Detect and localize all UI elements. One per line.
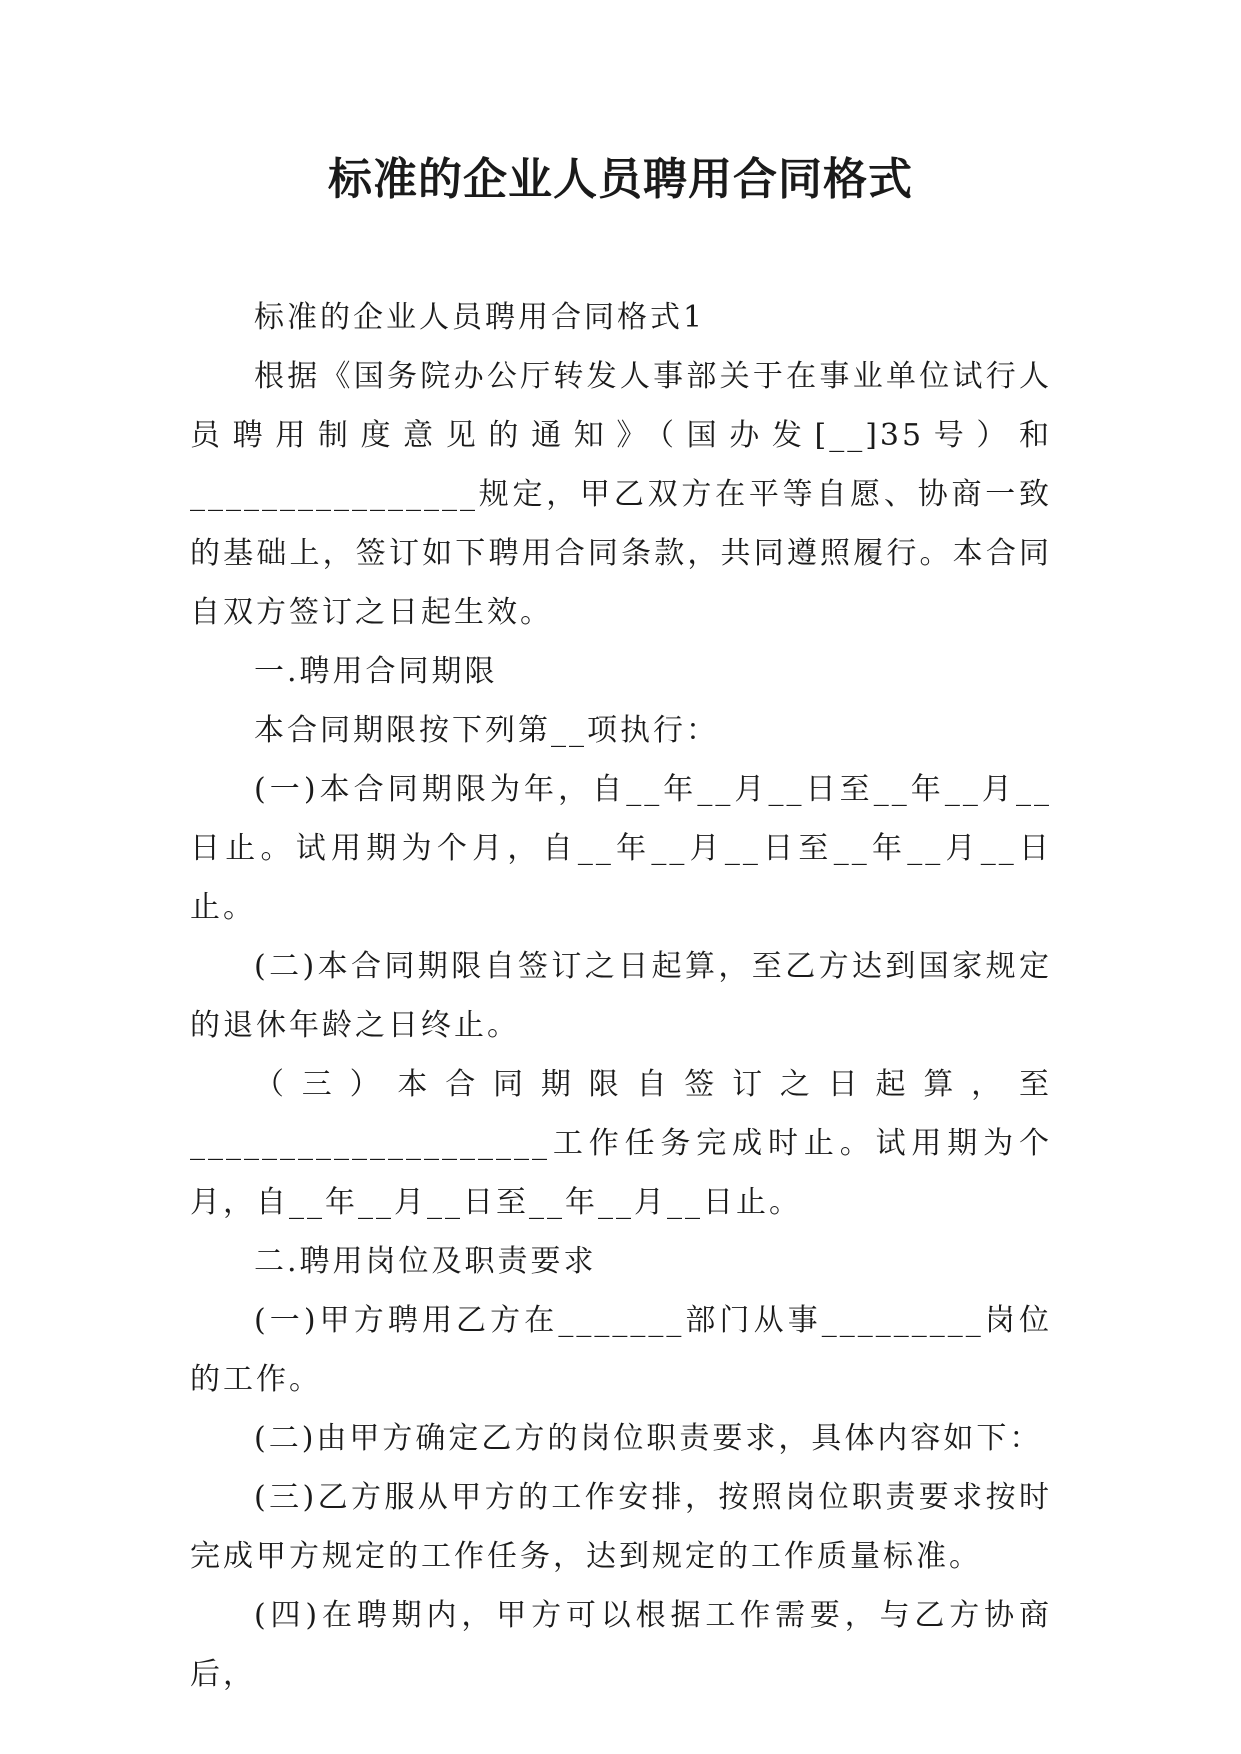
paragraph-preamble: 根据《国务院办公厅转发人事部关于在事业单位试行人员聘用制度意见的通知》（国办发[__]35号）和________________规定，甲乙双方在平等自愿、协商一致的基础上，签订如下聘用合同条款，共同遵照履行。本合同自双方签订之日起生效。	[190, 359, 1052, 630]
document-title: 标准的企业人员聘用合同格式	[328, 154, 913, 205]
paragraph-position-1: (一)甲方聘用乙方在_______部门从事_________岗位的工作。	[190, 1303, 1052, 1397]
section-heading-term: 一.聘用合同期限	[254, 654, 498, 689]
paragraph-heading-1: 标准的企业人员聘用合同格式1	[254, 300, 706, 335]
paragraph-position-2: (二)由甲方确定乙方的岗位职责要求，具体内容如下：	[254, 1421, 1043, 1456]
paragraph-term-option-2: (二)本合同期限自签订之日起算，至乙方达到国家规定的退休年龄之日终止。	[190, 949, 1052, 1043]
paragraph-position-4: (四)在聘期内，甲方可以根据工作需要，与乙方协商后，	[190, 1598, 1052, 1692]
paragraph-term-option-1: (一)本合同期限为年，自__年__月__日至__年__月__日止。试用期为个月，自__年__月__日至__年__月__日止。	[190, 772, 1052, 925]
document-body	[190, 288, 1052, 1704]
paragraph-term-intro: 本合同期限按下列第__项执行：	[254, 713, 719, 748]
paragraph-term-option-3: （三）本合同期限自签订之日起算，至____________________工作任务完成时止。试用期为个月，自__年__月__日至__年__月__日止。	[190, 1067, 1052, 1220]
paragraph-position-3: (三)乙方服从甲方的工作安排，按照岗位职责要求按时完成甲方规定的工作任务，达到规定的工作质量标准。	[190, 1480, 1052, 1574]
section-heading-position: 二.聘用岗位及职责要求	[254, 1244, 597, 1279]
